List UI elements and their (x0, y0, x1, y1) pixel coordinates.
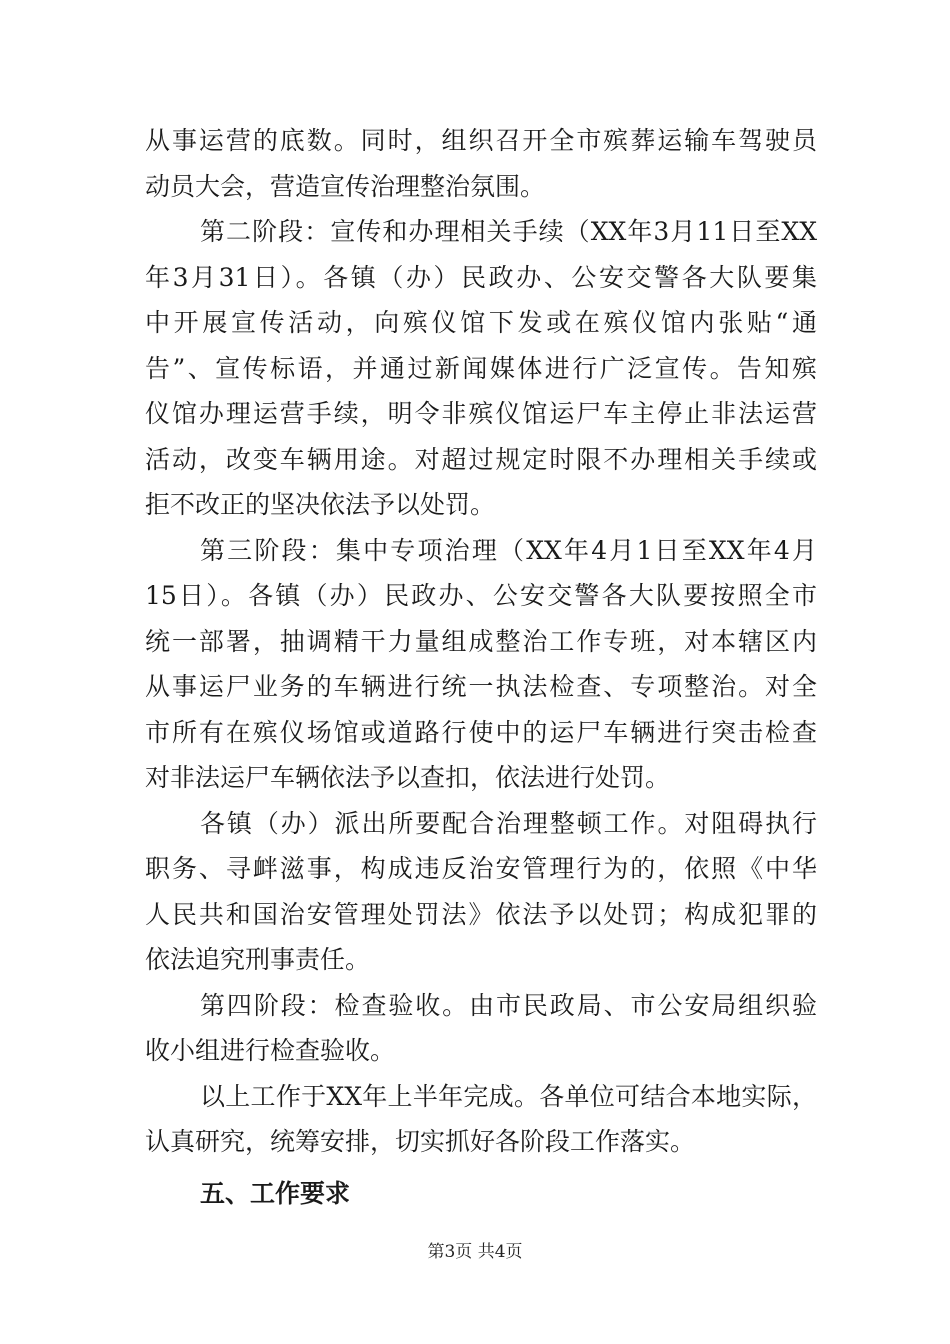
text-line: 15日）。各镇（办）民政办、公安交警各大队要按照全市 (145, 581, 817, 610)
text-line: 中开展宣传活动，向殡仪馆下发或在殡仪馆内张贴“通 (145, 308, 817, 337)
text-line: 活动，改变车辆用途。对超过规定时限不办理相关手续或 (145, 444, 817, 474)
text-line: 以上工作于XX年上半年完成。各单位可结合本地实际， (200, 1081, 817, 1111)
text-line: 动员大会，营造宣传治理整治氛围。 (145, 171, 546, 201)
text-line: 拒不改正的坚决依法予以处罚。 (145, 490, 496, 519)
paragraph-5 (145, 983, 817, 1074)
text-line: 年3月31日）。各镇（办）民政办、公安交警各大队要集 (145, 262, 817, 292)
text-line: 人民共和国治安管理处罚法》依法予以处罚；构成犯罪的 (145, 899, 817, 929)
text-line: 从事运营的底数。同时，组织召开全市殡葬运输车驾驶员 (145, 126, 817, 155)
paragraph-6 (145, 1074, 817, 1165)
text-line: 第二阶段：宣传和办理相关手续（XX年3月11日至XX (200, 217, 817, 246)
text-line: 第三阶段：集中专项治理（XX年4月1日至XX年4月 (200, 535, 817, 565)
text-line: 职务、寻衅滋事，构成违反治安管理行为的，依照《中华 (145, 854, 817, 883)
text-line: 统一部署，抽调精干力量组成整治工作专班，对本辖区内 (145, 626, 817, 656)
paragraph-4 (145, 801, 817, 983)
paragraph-3 (145, 528, 817, 801)
text-line: 仪馆办理运营手续，明令非殡仪馆运尸车主停止非法运营 (145, 399, 817, 428)
text-line: 收小组进行检查验收。 (145, 1036, 396, 1065)
text-line: 从事运尸业务的车辆进行统一执法检查、专项整治。对全 (145, 672, 817, 701)
page-number-footer: 第3页 共4页 (427, 1242, 523, 1262)
text-line: 依法追究刑事责任。 (145, 945, 371, 974)
paragraph-2 (145, 209, 817, 528)
section-heading: 五、工作要求 (200, 1178, 351, 1208)
text-line: 市所有在殡仪场馆或道路行使中的运尸车辆进行突击检查 (145, 717, 817, 747)
text-line: 对非法运尸车辆依法予以查扣，依法进行处罚。 (145, 763, 671, 792)
document-body (145, 118, 817, 1216)
text-line: 认真研究，统筹安排，切实抓好各阶段工作落实。 (145, 1127, 696, 1156)
text-line: 各镇（办）派出所要配合治理整顿工作。对阻碍执行 (200, 808, 817, 838)
text-line: 第四阶段：检查验收。由市民政局、市公安局组织验 (200, 990, 817, 1020)
text-line: 告”、宣传标语，并通过新闻媒体进行广泛宣传。告知殡 (145, 353, 817, 383)
paragraph-1 (145, 118, 817, 209)
